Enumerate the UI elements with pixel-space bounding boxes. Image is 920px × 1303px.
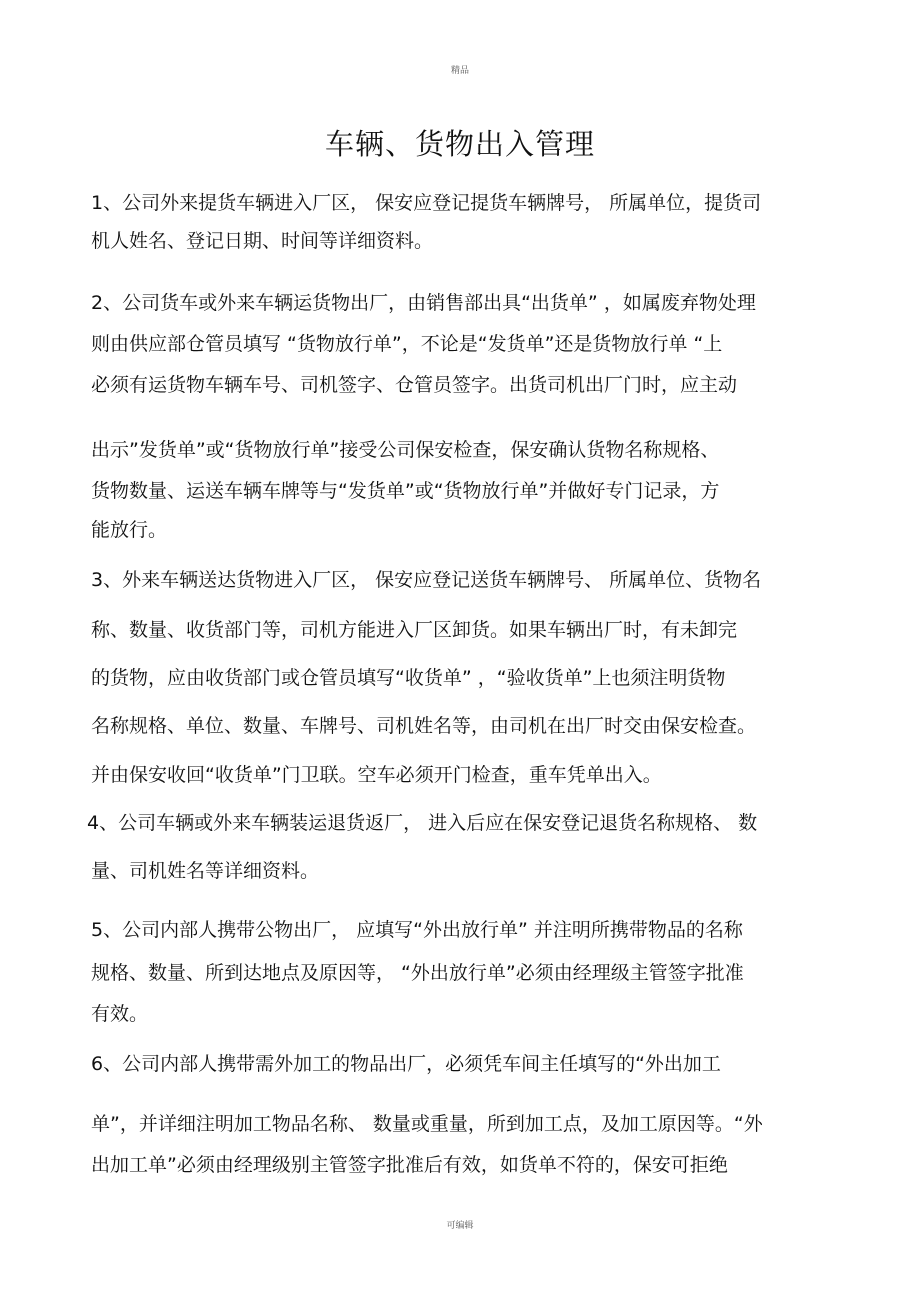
paragraph-3-line-4: 名称规格、单位、数量、车牌号、司机姓名等，由司机在出厂时交由保安检查。 (91, 715, 757, 737)
paragraph-5-line-1: 5、公司内部人携带公物出厂， 应填写“外出放行单” 并注明所携带物品的名称 (91, 919, 743, 941)
document-title: 车辆、货物出入管理 (324, 127, 595, 161)
paragraph-3-line-5: 并由保安收回“收货单”门卫联。空车必须开门检查，重车凭单出入。 (91, 764, 662, 786)
paragraph-3-line-1: 3、外来车辆送达货物进入厂区， 保安应登记送货车辆牌号、 所属单位、货物名 (91, 569, 762, 591)
paragraph-2-line-6: 能放行。 (91, 519, 168, 541)
paragraph-2-line-2: 则由供应部仓管员填写 “货物放行单”，不论是“发货单”还是货物放行单 “上 (91, 333, 723, 355)
paragraph-6-line-1: 6、公司内部人携带需外加工的物品出厂，必须凭车间主任填写的“外出加工 (91, 1053, 721, 1075)
paragraph-2-line-4: 出示”发货单”或“货物放行单”接受公司保安检查，保安确认货物名称规格、 (91, 439, 720, 461)
paragraph-4-line-2: 量、司机姓名等详细资料。 (91, 860, 320, 882)
paragraph-1-line-1: 1、公司外来提货车辆进入厂区， 保安应登记提货车辆牌号， 所属单位，提货司 (91, 192, 762, 214)
paragraph-2-line-1: 2、公司货车或外来车辆运货物出厂，由销售部出具“出货单” ，如属废弃物处理 (91, 292, 756, 314)
paragraph-2-line-5: 货物数量、运送车辆车牌等与“发货单”或“货物放行单”并做好专门记录，方 (91, 480, 720, 502)
page-header: 精品 (450, 66, 469, 76)
paragraph-6-line-3: 出加工单”必须由经理级别主管签字批准后有效，如货单不符的，保安可拒绝 (91, 1154, 728, 1176)
page-footer: 可编辑 (446, 1221, 474, 1231)
paragraph-5-line-3: 有效。 (91, 1003, 149, 1025)
paragraph-3-line-3: 的货物，应由收货部门或仓管员填写“收货单” ，“验收货单”上也须注明货物 (91, 667, 726, 689)
paragraph-5-line-2: 规格、数量、所到达地点及原因等， “外出放行单”必须由经理级主管签字批准 (91, 962, 744, 984)
paragraph-6-line-2: 单”，并详细注明加工物品名称、 数量或重量，所到加工点，及加工原因等。“外 (91, 1113, 763, 1135)
paragraph-3-line-2: 称、数量、收货部门等，司机方能进入厂区卸货。如果车辆出厂时，有未卸完 (91, 619, 738, 641)
paragraph-4-line-1: 4、公司车辆或外来车辆装运退货返厂， 进入后应在保安登记退货名称规格、 数 (87, 812, 758, 834)
paragraph-1-line-2: 机人姓名、登记日期、时间等详细资料。 (91, 230, 434, 252)
paragraph-2-line-3: 必须有运货物车辆车号、司机签字、仓管员签字。出货司机出厂门时，应主动 (91, 374, 738, 396)
